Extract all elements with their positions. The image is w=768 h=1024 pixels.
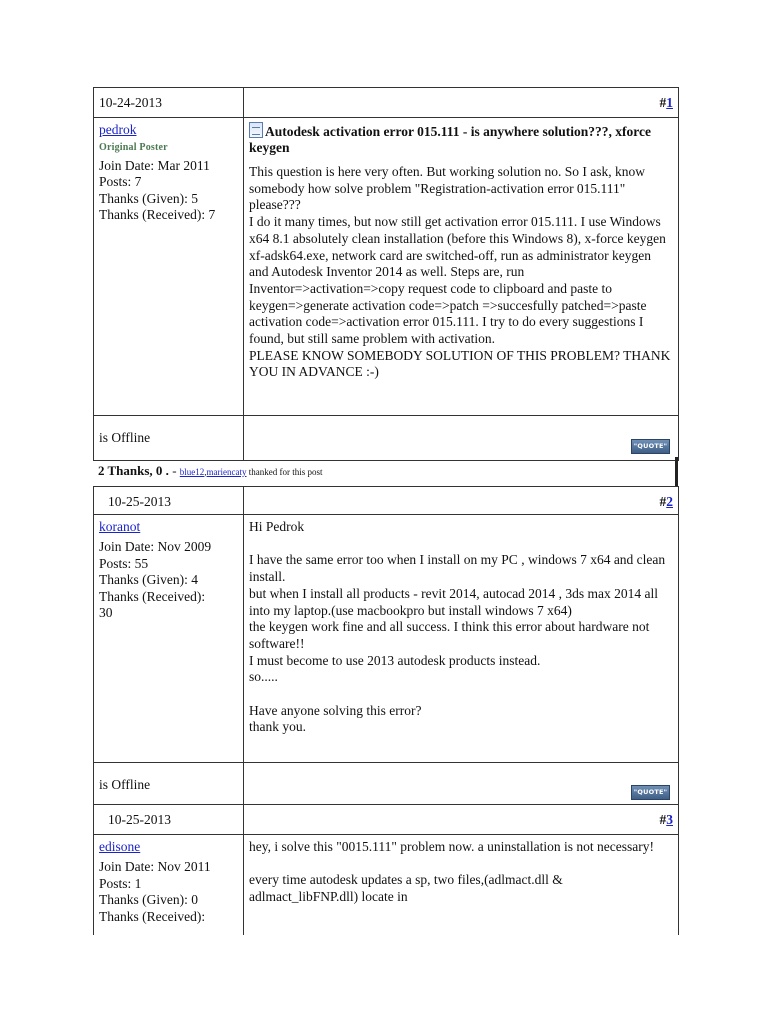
post-footer <box>94 416 678 460</box>
post-message: hey, i solve this "0015.111" problem now. a uninstallation is not necessary! every time autodesk updates a sp, two files,(adlmact.dll & adlmact_libFNP.dll) locate in <box>249 839 654 905</box>
online-status: is Offline <box>94 416 244 460</box>
thanks-separator: , <box>204 467 207 477</box>
user-info <box>94 515 244 762</box>
join-date: Join Date: Mar 2011 <box>99 157 210 173</box>
quote-button[interactable]: "QUOTE" <box>631 439 670 454</box>
thanks-received: Thanks (Received): 7 <box>99 207 216 222</box>
thanks-received: Thanks (Received): <box>99 908 206 924</box>
post-date-text: 10-25-2013 <box>108 494 171 509</box>
post-header <box>94 805 678 835</box>
online-status: is Offline <box>94 763 244 806</box>
post-header <box>94 88 678 118</box>
user-info <box>94 835 244 935</box>
thanks-given: Thanks (Given): 0 <box>99 892 198 907</box>
thanks-received: Thanks (Received): 30 <box>99 588 206 620</box>
user-rank: Original Poster <box>99 142 168 153</box>
thanks-count: 2 Thanks, 0 . <box>98 463 169 478</box>
post-body <box>94 835 678 935</box>
post-3 <box>93 804 679 935</box>
post-number: #3 <box>659 812 673 827</box>
thanks-given: Thanks (Given): 4 <box>99 572 198 587</box>
post-content <box>244 515 678 762</box>
post-header <box>94 487 678 515</box>
thanks-suffix: thanked for this post <box>246 467 323 477</box>
post-actions <box>244 763 678 806</box>
post-count: Posts: 1 <box>99 875 142 891</box>
post-number-link[interactable]: 3 <box>666 812 673 827</box>
post-number-link[interactable]: 2 <box>666 494 673 509</box>
thanks-given: Thanks (Given): 5 <box>99 190 198 206</box>
join-date: Join Date: Nov 2011 <box>99 859 211 874</box>
post-message: This question is here very often. But working solution no. So I ask, know somebody how solve problem "Registration-activation error 015.111" please??? I do it many times, but now still get activation error 015.111. I use Windows x64 8.1 absolutely clean installation (before this Windows 8), x-force keygen xf-adsk64.exe, network card are switched-off, run as administrator keygen and Autodesk Inventor 2014 as well. Steps are, run Inventor=>activation=>copy request code to clipboard and paste to keygen=>generate activation code=>patch =>succesfully patched=>paste activation code=>activation error 015.111. I try to do every suggestions I found, but still same problem with activation. PLEASE KNOW SOMEBODY SOLUTION OF THIS PROBLEM? THANK YOU IN ADVANCE :-) <box>249 164 671 380</box>
post-2 <box>93 486 679 807</box>
document-icon <box>249 122 263 138</box>
post-number: #2 <box>659 494 673 509</box>
post-title: Autodesk activation error 015.111 - is anywhere solution???, xforce keygen <box>249 124 651 155</box>
post-body <box>94 118 678 416</box>
post-content <box>244 118 678 415</box>
post-number-link[interactable]: 1 <box>666 95 673 110</box>
thanked-user-link[interactable]: blue12 <box>179 467 205 477</box>
post-count: Posts: 55 <box>99 555 149 571</box>
thanks-bar <box>93 457 678 486</box>
quote-button[interactable]: "QUOTE" <box>631 785 670 800</box>
user-info <box>94 118 244 415</box>
post-date <box>94 487 244 514</box>
post-date: 10-24-2013 <box>94 88 244 117</box>
thanks-dash: - <box>168 463 180 478</box>
post-message: Hi Pedrok I have the same error too when I install on my PC , windows 7 x64 and clean install. but when I install all products - revit 2014, autocad 2014 , 3ds max 2014 all into my laptop.(use macbookpro but install windows 7 x64) the keygen work fine and all success. I think this error about hardware not software!! I must become to use 2013 autodesk products instead. so..... Have anyone solving this error? thank you. <box>249 519 666 735</box>
post-count: Posts: 7 <box>99 174 142 189</box>
post-body <box>94 515 678 763</box>
post-actions <box>244 416 678 460</box>
post-title-row <box>249 122 673 156</box>
join-date: Join Date: Nov 2009 <box>99 539 212 554</box>
post-number: #1 <box>659 95 673 110</box>
post-footer <box>94 763 678 806</box>
post-content <box>244 835 678 935</box>
username-link[interactable]: pedrok <box>99 122 137 137</box>
thanked-user-link[interactable]: mariencaty <box>206 467 247 477</box>
post-date-text: 10-25-2013 <box>108 812 171 827</box>
username-link[interactable]: edisone <box>99 839 141 854</box>
post-1 <box>93 87 679 461</box>
post-date <box>94 805 244 834</box>
username-link[interactable]: koranot <box>99 519 141 534</box>
